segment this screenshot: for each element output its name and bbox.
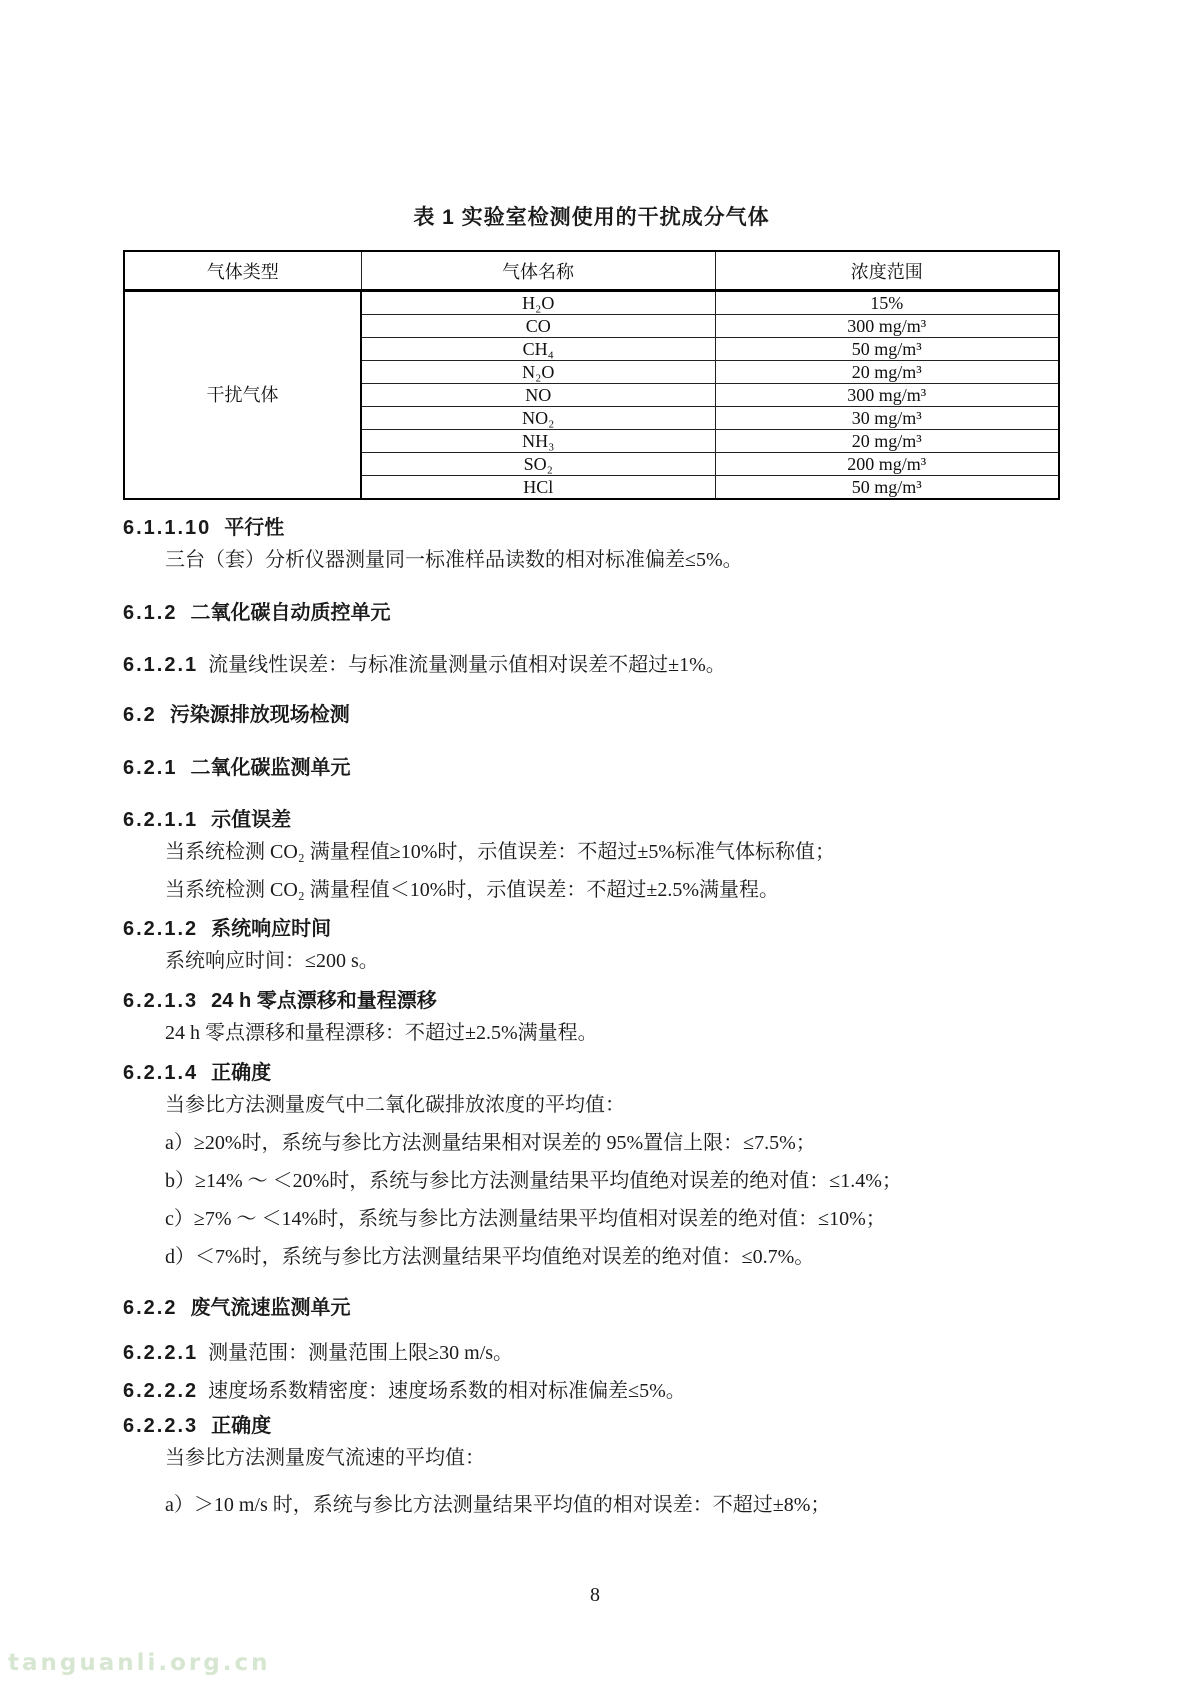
paragraph: 当参比方法测量废气中二氧化碳排放浓度的平均值： <box>165 1094 625 1116</box>
header-gas-name: 气体名称 <box>361 251 715 291</box>
section-number: 6.2.1 <box>123 757 178 779</box>
table-title: 表 1 实验室检测使用的干扰成分气体 <box>413 206 770 229</box>
clause-text: 测量范围：测量范围上限≥30 m/s。 <box>208 1342 514 1364</box>
section-title: 二氧化碳自动质控单元 <box>190 602 391 624</box>
section-heading-6-2-1-2 <box>123 916 1060 942</box>
clause-6-2-2-1 <box>123 1334 1060 1372</box>
section-heading-6-2-2 <box>123 1295 1060 1321</box>
gas-range-cell: 50 mg/m³ <box>715 338 1059 361</box>
clause-6-1-2-1 <box>123 646 1060 684</box>
list-item-d: d）＜7%时，系统与参比方法测量结果平均值绝对误差的绝对值：≤0.7%。 <box>165 1246 815 1268</box>
gas-range-cell: 50 mg/m³ <box>715 476 1059 500</box>
section-number: 6.1.1.10 <box>123 517 212 539</box>
section-number: 6.2.2 <box>123 1297 178 1319</box>
list-item-a: a）≥20%时，系统与参比方法测量结果相对误差的 95%置信上限：≤7.5%； <box>165 1132 816 1154</box>
interference-gas-table <box>123 250 1060 500</box>
section-title: 污染源排放现场检测 <box>169 704 350 726</box>
clause-text: 流量线性误差：与标准流量测量示值相对误差不超过±1%。 <box>208 654 726 676</box>
gas-range-cell: 20 mg/m³ <box>715 361 1059 384</box>
section-number: 6.2 <box>123 704 157 726</box>
gas-name-cell: NO₂ <box>361 407 715 430</box>
section-number: 6.2.2.3 <box>123 1415 199 1437</box>
paragraph: 当系统检测 CO₂ 满量程值≥10%时，示值误差：不超过±5%标准气体标称值； <box>165 841 836 863</box>
gas-name-cell: HCl <box>361 476 715 500</box>
section-title: 二氧化碳监测单元 <box>190 757 351 779</box>
section-title: 平行性 <box>224 517 285 539</box>
header-concentration-range: 浓度范围 <box>715 251 1059 291</box>
gas-range-cell: 20 mg/m³ <box>715 430 1059 453</box>
section-heading-6-2-1-4 <box>123 1060 1060 1086</box>
clause-text: 速度场系数精密度：速度场系数的相对标准偏差≤5%。 <box>208 1380 686 1402</box>
section-title: 正确度 <box>211 1062 272 1084</box>
list-item-a2: a）＞10 m/s 时，系统与参比方法测量结果平均值的相对误差：不超过±8%； <box>165 1494 831 1516</box>
section-number: 6.2.1.2 <box>123 918 199 940</box>
table-row <box>124 291 1059 315</box>
section-number: 6.2.1.4 <box>123 1062 199 1084</box>
gas-range-cell: 30 mg/m³ <box>715 407 1059 430</box>
section-heading-6-2 <box>123 702 1060 728</box>
section-heading-6-1-2 <box>123 600 1060 626</box>
gas-group-cell: 干扰气体 <box>124 291 361 500</box>
section-title: 废气流速监测单元 <box>190 1297 351 1319</box>
clause-number: 6.2.2.1 <box>123 1342 199 1364</box>
section-title: 正确度 <box>211 1415 272 1437</box>
paragraph: 当参比方法测量废气流速的平均值： <box>165 1447 485 1469</box>
list-item-c: c）≥7% ～ ＜14%时，系统与参比方法测量结果平均值相对误差的绝对值：≤10%； <box>165 1208 886 1230</box>
section-heading-6-1-1-10 <box>123 515 1060 541</box>
section-title: 示值误差 <box>211 809 292 831</box>
section-heading-6-2-1-1 <box>123 807 1060 833</box>
table-header-row <box>124 251 1059 291</box>
section-title: 24 h 零点漂移和量程漂移 <box>211 990 437 1012</box>
section-heading-6-2-1 <box>123 755 1060 781</box>
gas-name-cell: CO <box>361 315 715 338</box>
list-item-b: b）≥14% ～ ＜20%时，系统与参比方法测量结果平均值绝对误差的绝对值：≤1.4%； <box>165 1170 902 1192</box>
gas-name-cell: CH₄ <box>361 338 715 361</box>
gas-name-cell: N₂O <box>361 361 715 384</box>
header-gas-type: 气体类型 <box>124 251 361 291</box>
watermark: tanguanli.org.cn <box>8 1650 271 1676</box>
clause-number: 6.2.2.2 <box>123 1380 199 1402</box>
page-content <box>123 0 1060 1524</box>
section-number: 6.2.1.1 <box>123 809 199 831</box>
section-number: 6.1.2 <box>123 602 178 624</box>
section-number: 6.2.1.3 <box>123 990 199 1012</box>
section-title: 系统响应时间 <box>211 918 332 940</box>
gas-range-cell: 15% <box>715 291 1059 315</box>
gas-name-cell: NO <box>361 384 715 407</box>
gas-range-cell: 300 mg/m³ <box>715 315 1059 338</box>
paragraph: 24 h 零点漂移和量程漂移：不超过±2.5%满量程。 <box>165 1022 598 1044</box>
gas-name-cell: H₂O <box>361 291 715 315</box>
paragraph: 三台（套）分析仪器测量同一标准样品读数的相对标准偏差≤5%。 <box>165 549 743 571</box>
gas-name-cell: SO₂ <box>361 453 715 476</box>
clause-number: 6.1.2.1 <box>123 654 199 676</box>
gas-range-cell: 300 mg/m³ <box>715 384 1059 407</box>
paragraph: 系统响应时间：≤200 s。 <box>165 950 379 972</box>
paragraph: 当系统检测 CO₂ 满量程值＜10%时，示值误差：不超过±2.5%满量程。 <box>165 879 780 901</box>
section-heading-6-2-1-3 <box>123 988 1060 1014</box>
gas-range-cell: 200 mg/m³ <box>715 453 1059 476</box>
page-number: 8 <box>590 1584 600 1606</box>
clause-6-2-2-2 <box>123 1372 1060 1410</box>
gas-name-cell: NH₃ <box>361 430 715 453</box>
section-heading-6-2-2-3 <box>123 1413 1060 1439</box>
